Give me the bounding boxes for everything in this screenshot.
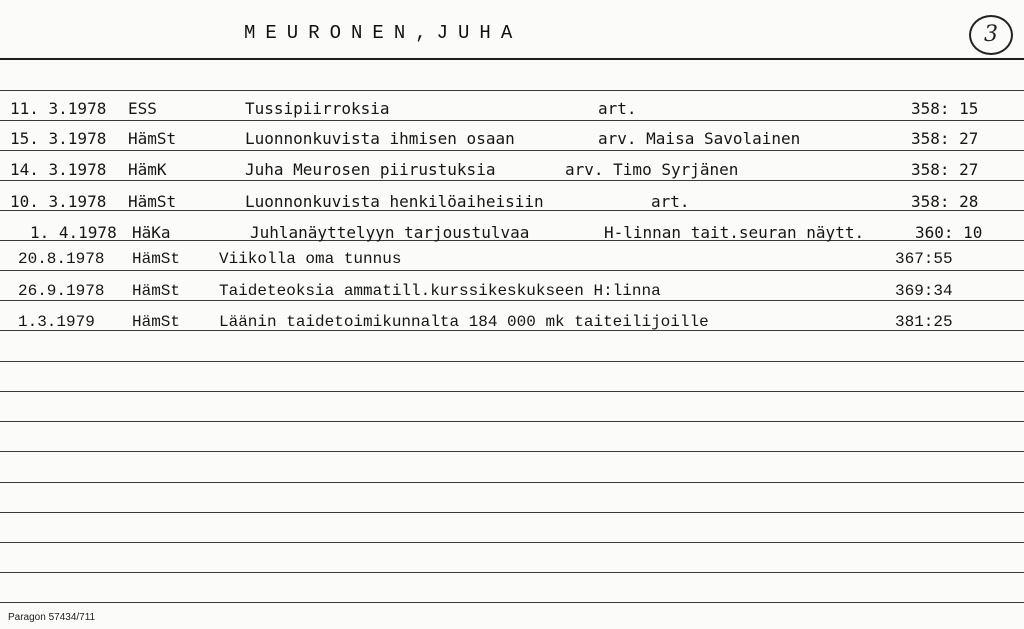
entry-ref: 369:34: [895, 282, 953, 300]
entry-paper: HämSt: [132, 250, 181, 268]
entry-title: Juha Meurosen piirustuksia: [245, 160, 496, 179]
entry-date: 26.9.1978: [18, 282, 105, 300]
card-footer: Paragon 57434/711: [8, 612, 96, 623]
entry-date: 1. 4.1978: [30, 223, 117, 242]
entry-note: arv. Timo Syrjänen: [565, 160, 739, 179]
entry-paper: ESS: [128, 99, 157, 118]
rule-line: [0, 602, 1024, 603]
entry-ref: 358: 27: [911, 160, 979, 179]
entry-ref: 367:55: [895, 250, 953, 268]
entry-ref: 381:25: [895, 313, 953, 331]
entry-note: arv. Maisa Savolainen: [598, 129, 801, 148]
rule-line: [0, 421, 1024, 422]
entry-date: 1.3.1979: [18, 313, 95, 331]
rule-line: [0, 451, 1024, 452]
rule-line: [0, 180, 1024, 181]
card-number: 3: [969, 15, 1013, 55]
entry-date: 11. 3.1978: [10, 99, 107, 118]
entry-ref: 360: 10: [915, 223, 983, 242]
entry-title: Luonnonkuvista ihmisen osaan: [245, 129, 515, 148]
entry-ref: 358: 27: [911, 129, 979, 148]
entry-date: 10. 3.1978: [10, 192, 107, 211]
rule-line: [0, 482, 1024, 483]
entry-paper: HämSt: [128, 129, 177, 148]
rule-line: [0, 270, 1024, 271]
rule-line: [0, 150, 1024, 151]
card-title: MEURONEN,JUHA: [244, 22, 523, 44]
entry-paper: HämK: [128, 160, 167, 179]
entry-note: art.: [598, 99, 637, 118]
entry-title: Läänin taidetoimikunnalta 184 000 mk taiteilijoille: [219, 313, 709, 331]
rule-line: [0, 90, 1024, 91]
entry-title: Luonnonkuvista henkilöaiheisiin: [245, 192, 544, 211]
entry-title: Juhlanäyttelyyn tarjoustulvaa: [250, 223, 530, 242]
entry-title: Viikolla oma tunnus: [219, 250, 402, 268]
rule-line: [0, 512, 1024, 513]
entry-title: Tussipiirroksia: [245, 99, 390, 118]
entry-paper: HämSt: [132, 282, 181, 300]
entry-date: 15. 3.1978: [10, 129, 107, 148]
rule-line: [0, 572, 1024, 573]
rule-line: [0, 391, 1024, 392]
entry-date: 14. 3.1978: [10, 160, 107, 179]
entry-note: H-linnan tait.seuran näytt.: [604, 223, 865, 242]
entry-note: art.: [651, 192, 690, 211]
rule-line: [0, 361, 1024, 362]
entry-date: 20.8.1978: [18, 250, 105, 268]
rule-line: [0, 542, 1024, 543]
entry-ref: 358: 28: [911, 192, 979, 211]
entry-paper: HämSt: [132, 313, 181, 331]
rule-line: [0, 120, 1024, 121]
entry-ref: 358: 15: [911, 99, 979, 118]
entry-paper: HämSt: [128, 192, 177, 211]
entry-paper: HäKa: [132, 223, 171, 242]
entry-title: Taideteoksia ammatill.kurssikeskukseen H:linna: [219, 282, 661, 300]
header-rule: [0, 58, 1024, 60]
